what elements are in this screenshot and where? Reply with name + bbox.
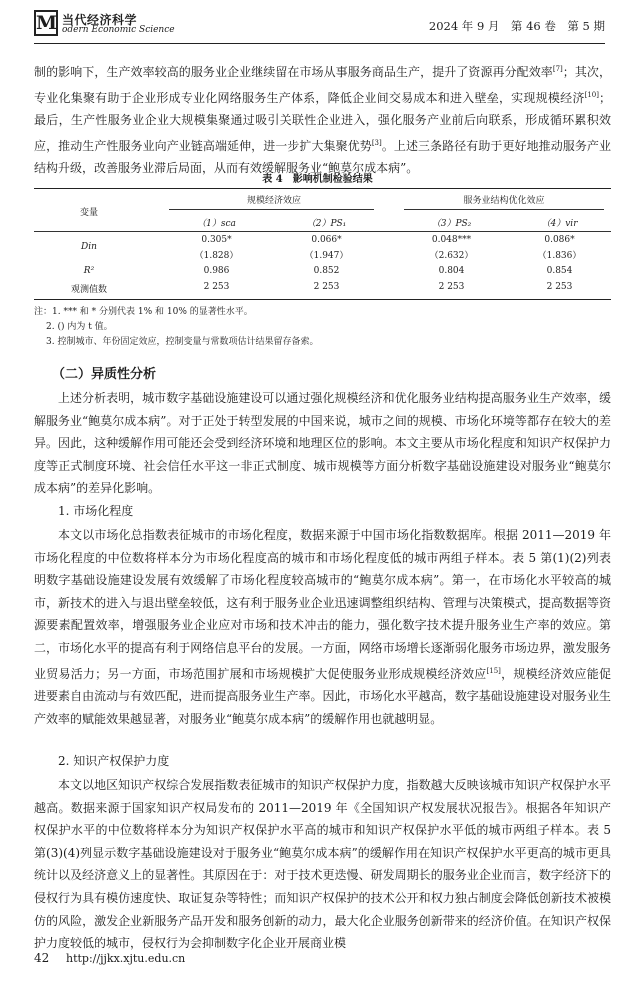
table-cell: 0.048*** bbox=[431, 235, 472, 245]
group-header: 服务业结构优化效应 bbox=[463, 196, 545, 206]
column-header: （4）vir bbox=[541, 219, 578, 229]
table-caption: 表 4 影响机制检验结果 bbox=[262, 174, 373, 185]
table-cell-tvalue: （1.836） bbox=[537, 251, 582, 261]
text-run: ，规模经济效应能促进要素自由流动与有效匹配，进而提高服务业生产率。因此，市场化水平越高，数字基础设施建设对服务业生产效率的赋能效果越显著，对服务业“鲍莫尔成本病”的缓解作用也就越明显。 bbox=[34, 666, 611, 726]
paragraph-mechanism bbox=[34, 58, 611, 180]
group-header: 规模经济效应 bbox=[246, 196, 301, 206]
table-rule-bottom bbox=[34, 299, 611, 300]
table-cell: 0.066* bbox=[311, 235, 342, 245]
text-run: ；最后，生产性服务业企业大规模集聚通过吸引关联性企业进入，强化服务产业前后向联系，形成循环累积效应，推动生产性服务业向产业链高端延伸，进一步扩大集聚优势 bbox=[34, 90, 611, 153]
column-header: （2）PS₁ bbox=[306, 219, 347, 229]
page-number: 42 bbox=[34, 951, 50, 965]
table-note: 注：1. *** 和 * 分别代表 1% 和 10% 的显著性水平。 bbox=[34, 307, 253, 317]
citation: [15] bbox=[486, 666, 501, 675]
journal-url: http://jjkx.xjtu.edu.cn bbox=[66, 952, 186, 965]
column-header: （1）sca bbox=[197, 219, 236, 229]
table-cell-tvalue: （1.828） bbox=[194, 251, 239, 261]
text-run: 本文以市场化总指数表征城市的市场化程度，数据来源于中国市场化指数数据库。根据 2011—2019 年市场化程度的中位数将样本分为市场化程度高的城市和市场化程度低的城市两组子样本。表 5 第(1)(2)列表明数字基础设施建设发展有效缓解了市场化程度较高城市的“鲍莫尔成本病”。第一，在市场化水平较高的城市，新技术的进入与退出壁垒较低，这有利于服务业企业迅速调整组织结构、管理与决策模式，提高数据等资源要素配置效率，增强服务业企业应对市场和技术冲击的能力，强化数字技术提升服务业生产率的效应。第二，市场化水平的提高有利于网络信息平台的发展。一方面，网络市场增长逐渐弱化服务市场边界，激发服务业贸易活力；另一方面，市场范围扩展和市场规模扩大促使服务业形成规模经济效应 bbox=[34, 528, 611, 681]
table-cell: 2 253 bbox=[546, 282, 573, 292]
table-cell: 2 253 bbox=[438, 282, 465, 292]
paragraph-market bbox=[34, 524, 611, 730]
journal-logo: M bbox=[36, 12, 58, 34]
subsection-title: 1. 市场化程度 bbox=[58, 504, 134, 518]
table-cell-tvalue: （1.947） bbox=[304, 251, 349, 261]
citation: [10] bbox=[584, 90, 599, 99]
text-run: 制的影响下，生产效率较高的服务业企业继续留在市场从事服务商品生产，提升了资源再分配效率 bbox=[34, 65, 553, 79]
subsection-title: 2. 知识产权保护力度 bbox=[58, 754, 170, 768]
var-header: 变量 bbox=[79, 208, 98, 218]
row-label: R² bbox=[83, 266, 95, 276]
text-run: 。上述三条路径有助于更好地推动服务产业结构升级，改善服务业滞后局面，从而有效缓解服务业“鲍莫尔成本病”。 bbox=[34, 138, 611, 176]
journal-title-cn: 当代经济科学 bbox=[62, 13, 138, 27]
table-cell: 0.305* bbox=[201, 235, 232, 245]
section-title: （二）异质性分析 bbox=[52, 367, 157, 382]
citation: [7] bbox=[552, 65, 563, 73]
paragraph-intro: 上述分析表明，城市数字基础设施建设可以通过强化规模经济和优化服务业结构提高服务业生产效率，缓解服务业“鲍莫尔成本病”。对于正处于转型发展的中国来说，城市之间的规模、市场化环境等都存在较大的差异。因此，这种缓解作用可能还会受到经济环境和地理区位的影响。本文主要从市场化程度和知识产权保护力度等正式制度环境、社会信任水平这一非正式制度、城市规模等方面分析数字基础设施建设对服务业“鲍莫尔成本病”的差异化影响。 bbox=[34, 391, 611, 496]
table-cell: 0.854 bbox=[546, 266, 573, 276]
issue-info: 2024 年 9 月 第 46 卷 第 5 期 bbox=[428, 19, 605, 33]
table-note: 2. () 内为 t 值。 bbox=[46, 322, 113, 332]
row-label: Din bbox=[81, 242, 97, 252]
table-cell: 2 253 bbox=[313, 282, 340, 292]
table-cell: 0.986 bbox=[203, 266, 230, 276]
paragraph-ip: 本文以地区知识产权综合发展指数表征城市的知识产权保护力度，指数越大反映该城市知识产权保护水平越高。数据来源于国家知识产权局发布的 2011—2019 年《全国知识产权发展状况报告》。根据各年知识产权保护水平的中位数将样本分为知识产权保护水平高的城市和知识产权保护水平低的城市两组子样本。表 5 第(3)(4)列显示数字基础设施建设对于服务业“鲍莫尔成本病”的缓解作用在知识产权保护水平更高的城市更具统计以及经济意义上的显著性。其原因在于：对于技术更迭慢、研发周期长的服务业企业而言，数字经济下的侵权行为具有模仿速度快、取证复杂等特性；而知识产权保护的技术公开和权力独占制度会降低创新技术被模仿的风险，激发企业新服务产品开发和服务创新的动力，最大化企业服务创新带来的经济价值。在知识产权保护力度较低的城市，侵权行为会抑制数字化企业开展商业模 bbox=[34, 778, 611, 951]
text-run: ；其次，专业化集聚有助于企业形成专业化网络服务生产体系，降低企业间交易成本和进入壁垒，实现规模经济 bbox=[34, 65, 611, 105]
group-rule bbox=[169, 209, 374, 210]
group-rule bbox=[404, 209, 604, 210]
column-header: （3）PS₂ bbox=[431, 219, 472, 229]
table-cell: 0.852 bbox=[313, 266, 340, 276]
table-cell: 0.804 bbox=[438, 266, 465, 276]
citation: [3] bbox=[371, 138, 382, 147]
table-rule-top bbox=[34, 188, 611, 189]
table-rule-mid bbox=[34, 231, 611, 232]
table-cell: 0.086* bbox=[544, 235, 575, 245]
table-note: 3. 控制城市、年份固定效应，控制变量与常数项估计结果留存备索。 bbox=[46, 337, 319, 347]
page-header bbox=[34, 10, 605, 40]
header-rule bbox=[34, 43, 605, 44]
journal-title-en: odern Economic Science bbox=[62, 25, 175, 35]
table-cell-tvalue: （2.632） bbox=[429, 251, 474, 261]
table-cell: 2 253 bbox=[203, 282, 230, 292]
row-label: 观测值数 bbox=[70, 285, 107, 295]
